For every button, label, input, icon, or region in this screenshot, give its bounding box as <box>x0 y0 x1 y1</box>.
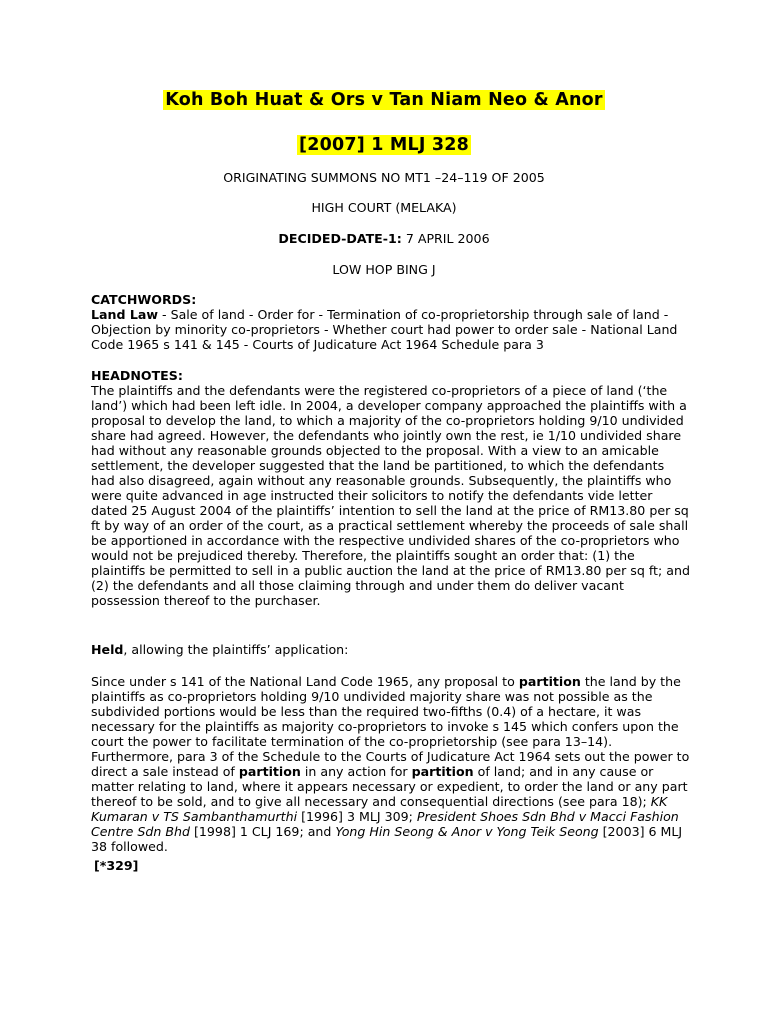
catchwords-section <box>91 292 691 352</box>
catchwords-topic: Land Law <box>91 307 159 322</box>
case-title: Koh Boh Huat & Ors v Tan Niam Neo & Anor <box>165 90 603 110</box>
holding-text-4: of land; and in any cause or matter relating to land, where it appears necessary or expedient, to order the land or any part thereof to be sold, and to give all necessary and consequential directions (see para 18); <box>91 764 688 809</box>
decided-date <box>0 231 768 246</box>
held-line <box>91 642 691 657</box>
page-marker-line <box>94 858 694 873</box>
headnotes-body: The plaintiffs and the defendants were the registered co-proprietors of a piece of land (‘the land’) which had been left idle. In 2004, a developer company approached the plaintiffs with a proposal to develop the land, to which a majority of the co-proprietors holding 9/10 undivided share had agreed. However, the defendants who jointly own the rest, ie 1/10 undivided share had without any reasonable grounds objected to the proposal. With a view to an amicable settlement, the developer suggested that the land be partitioned, to which the defendants had also disagreed, again without any reasonable grounds. Subsequently, the plaintiffs who were quite advanced in age instructed their solicitors to notify the defendants vide letter dated 25 August 2004 of the plaintiffs’ intention to sell the land at the price of RM13.80 per sq ft by way of an order of the court, as a practical settlement whereby the proceeds of sale shall be apportioned in accordance with the respective undivided shares of the co-proprietors who would not be prejudiced thereby. Therefore, the plaintiffs sought an order that: (1) the plaintiffs be permitted to sell in a public auction the land at the price of RM13.80 per sq ft; and (2) the defendants and all those claiming through and under them do deliver vacant possession thereof to the purchaser. <box>91 383 690 608</box>
case-citation: [1996] 3 MLJ 309; <box>297 809 417 824</box>
partition-term: partition <box>518 674 581 689</box>
decided-date-value: 7 APRIL 2006 <box>401 231 490 246</box>
held-text: , allowing the plaintiffs’ application: <box>123 642 349 657</box>
holding-text-1: Since under s 141 of the National Land Code 1965, any proposal to <box>91 674 519 689</box>
holding-text-2: the land by the plaintiffs as co-proprietors holding 9/10 undivided majority share was not possible as the subdivided portions would be less than the required two-fifths (0.4) of a hectare, it was necessary for the plaintiffs as majority co-proprietors to invoke s 145 which confers upon the court the power to facilitate termination of the co-proprietorship (see para 13–14). Furthermore, para 3 of the Schedule to the Courts of Judicature Act 1964 sets out the power to direct a sale instead of <box>91 674 690 779</box>
headnotes-section <box>91 368 691 608</box>
catchwords-text: - Sale of land - Order for - Termination of co-proprietorship through sale of land - Objection by minority co-proprietors - Whether court had power to order sale - National Land Code 1965 s 141 & 145 - Courts of Judicature Act 1964 Schedule para 3 <box>91 307 678 352</box>
holding-paragraph <box>91 674 691 854</box>
court-name: HIGH COURT (MELAKA) <box>311 200 457 215</box>
cited-case: KK Kumaran v TS Sambanthamurthi <box>91 794 668 824</box>
held-label: Held <box>91 642 124 657</box>
holding-text-3: in any action for <box>300 764 412 779</box>
cited-case: President Shoes Sdn Bhd v Macci Fashion Centre Sdn Bhd <box>91 809 679 839</box>
catchwords-body <box>91 307 691 352</box>
judge-name: LOW HOP BING J <box>332 262 436 277</box>
cited-case: Yong Hin Seong & Anor v Yong Teik Seong <box>335 824 599 839</box>
case-citation: [2003] 6 MLJ 38 followed. <box>91 824 683 854</box>
page-marker: [*329] <box>94 858 139 873</box>
case-citation: [1998] 1 CLJ 169; and <box>189 824 336 839</box>
catchwords-heading: CATCHWORDS: <box>91 292 197 307</box>
case-title-line <box>0 90 768 110</box>
citation: [2007] 1 MLJ 328 <box>299 135 469 155</box>
citation-line <box>0 135 768 155</box>
summons-number: ORIGINATING SUMMONS NO MT1 –24–119 OF 2005 <box>223 170 545 185</box>
partition-term: partition <box>411 764 474 779</box>
headnotes-heading: HEADNOTES: <box>91 368 183 383</box>
partition-term: partition <box>238 764 301 779</box>
decided-date-label: DECIDED-DATE-1: <box>278 231 402 246</box>
